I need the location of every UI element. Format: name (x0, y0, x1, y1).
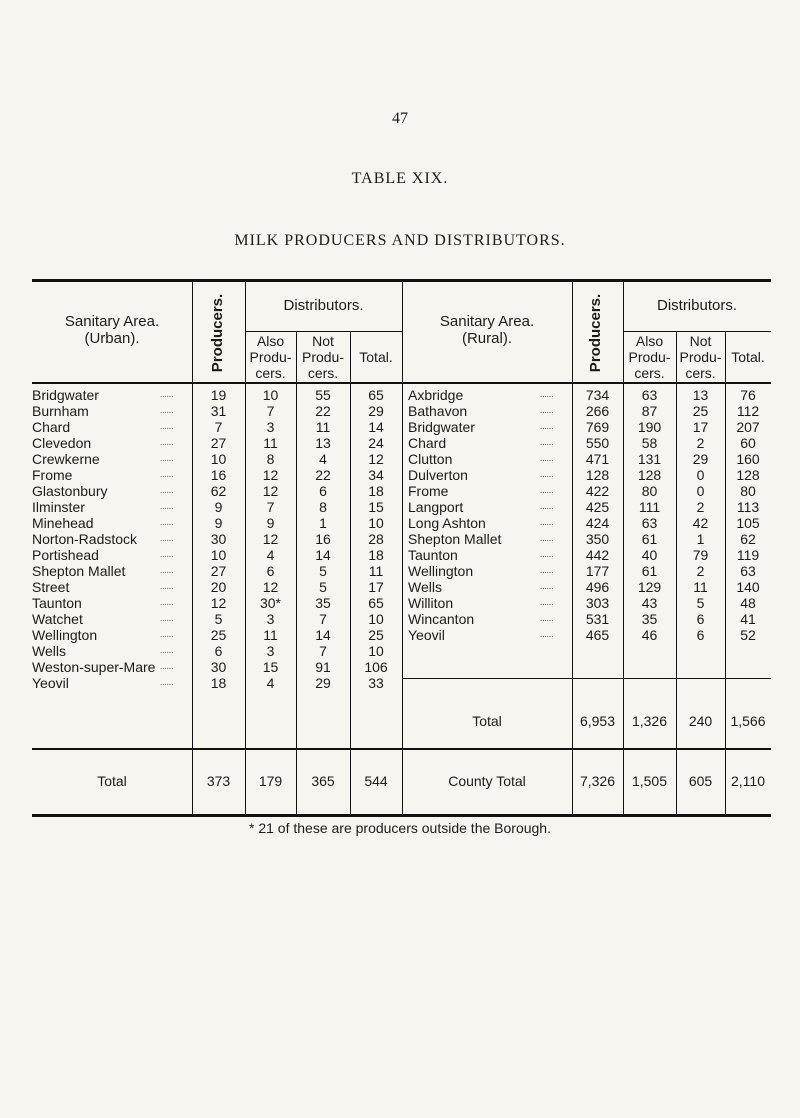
urban-area-header-line2: (Urban). (84, 330, 140, 347)
rural-row (32, 611, 771, 627)
rural-area-name: Clutton (408, 451, 453, 467)
rural-not-cell: 6 (696, 611, 705, 627)
rural-not-cell: 2 (696, 499, 705, 515)
sub-line: Produ- (249, 349, 292, 365)
urban-total-cell: 12 (368, 451, 384, 467)
urban-row (32, 675, 771, 691)
rural-producers-cell: 177 (585, 563, 610, 579)
leader-dots: ...... (160, 598, 174, 607)
sub-line: cers. (634, 365, 665, 381)
leader-dots: ...... (160, 438, 174, 447)
urban-area-name: Ilminster (32, 499, 85, 515)
urban-also-cell: 12 (262, 483, 279, 499)
sub-line: Produ- (301, 349, 345, 365)
leader-dots: ...... (160, 406, 174, 415)
leader-dots: ...... (540, 518, 554, 527)
rural-area-name: Bridgwater (408, 419, 475, 435)
urban-not-cell: 4 (319, 451, 327, 467)
urban-area-name: Glastonbury (32, 483, 108, 499)
urban-not-cell: 29 (315, 675, 331, 691)
also-producers-header-rural (623, 333, 676, 381)
urban-also-cell: 3 (266, 611, 275, 627)
sub-line: Produ- (679, 349, 722, 365)
urban-not-cell: 55 (315, 387, 331, 403)
urban-also-cell: 12 (262, 531, 279, 547)
urban-not-cell: 13 (315, 435, 331, 451)
leader-dots: ...... (540, 470, 554, 479)
urban-total-cell: 14 (368, 419, 384, 435)
urban-total-cell: 15 (368, 499, 384, 515)
urban-producers-cell: 6 (214, 643, 223, 659)
rural-also-cell: 35 (641, 611, 658, 627)
urban-total-label: Total (97, 773, 127, 789)
urban-also-cell: 4 (266, 547, 275, 563)
leader-dots: ...... (160, 550, 174, 559)
urban-not-cell: 16 (315, 531, 331, 547)
rural-total-total: 1,566 (730, 713, 766, 729)
urban-total-cell: 24 (368, 435, 384, 451)
rural-area-name: Taunton (408, 547, 458, 563)
rural-row (32, 483, 771, 499)
rural-area-name: Dulverton (408, 467, 468, 483)
leader-dots: ...... (540, 390, 554, 399)
rural-total-cell: 41 (740, 611, 756, 627)
rural-not-cell: 17 (692, 419, 709, 435)
urban-total-cell: 33 (368, 675, 384, 691)
rural-total-cell: 112 (736, 403, 760, 419)
urban-total-cell: 25 (368, 627, 384, 643)
milk-table (32, 279, 771, 818)
rural-producers-cell: 471 (585, 451, 610, 467)
rural-total-cell: 160 (736, 451, 760, 467)
leader-dots: ...... (540, 438, 554, 447)
urban-not-cell: 6 (319, 483, 327, 499)
urban-producers-cell: 30 (210, 659, 227, 675)
rural-not-cell: 2 (696, 563, 705, 579)
urban-total-cell: 17 (368, 579, 384, 595)
rural-also-cell: 46 (641, 627, 658, 643)
rural-producers-cell: 769 (585, 419, 610, 435)
county-total-also: 1,505 (631, 773, 668, 789)
rural-producers-cell: 734 (585, 387, 610, 403)
urban-total-cell: 106 (364, 659, 388, 675)
leader-dots: ...... (540, 630, 554, 639)
rural-area-header-line2: (Rural). (461, 330, 512, 347)
urban-total-also: 179 (258, 773, 283, 789)
urban-also-cell: 30* (259, 595, 282, 611)
rural-total-cell: 63 (740, 563, 756, 579)
urban-also-cell: 4 (266, 675, 275, 691)
urban-producers-cell: 25 (210, 627, 227, 643)
urban-producers-cell: 9 (214, 515, 223, 531)
rural-row (32, 531, 771, 547)
producers-header-rural: Producers. (587, 293, 604, 373)
rural-also-cell: 129 (637, 579, 662, 595)
urban-area-name: Shepton Mallet (32, 563, 126, 579)
leader-dots: ...... (160, 422, 174, 431)
rural-also-cell: 131 (637, 451, 662, 467)
rural-total-cell: 62 (740, 531, 756, 547)
urban-producers-cell: 31 (210, 403, 227, 419)
rural-total-cell: 113 (736, 499, 760, 515)
urban-also-cell: 7 (266, 403, 275, 419)
sub-line: Also (635, 333, 664, 349)
urban-total-cell: 65 (368, 595, 384, 611)
urban-also-cell: 9 (266, 515, 275, 531)
footnote: * 21 of these are producers outside the Borough. (249, 820, 551, 836)
rural-row (32, 451, 771, 467)
urban-not-cell: 91 (315, 659, 331, 675)
leader-dots: ...... (160, 678, 174, 687)
rural-row (32, 595, 771, 611)
rural-total-row (32, 713, 771, 729)
urban-also-cell: 7 (266, 499, 275, 515)
urban-not-cell: 7 (319, 643, 327, 659)
urban-total-cell: 10 (368, 611, 384, 627)
leader-dots: ...... (160, 502, 174, 511)
urban-area-name: Burnham (32, 403, 89, 419)
rural-row (32, 435, 771, 451)
urban-area-name: Wellington (32, 627, 98, 643)
rural-not-cell: 79 (692, 547, 709, 563)
rural-row (32, 515, 771, 531)
producers-header-urban: Producers. (209, 293, 226, 373)
rural-total-producers: 6,953 (579, 713, 616, 729)
urban-producers-cell: 16 (210, 467, 227, 483)
rural-row (32, 467, 771, 483)
urban-total-cell: 18 (368, 547, 384, 563)
rural-row (32, 547, 771, 563)
urban-producers-cell: 12 (210, 595, 227, 611)
rural-also-cell: 128 (637, 467, 662, 483)
urban-area-header (32, 313, 192, 347)
leader-dots: ...... (160, 630, 174, 639)
urban-also-cell: 10 (262, 387, 279, 403)
urban-also-cell: 8 (266, 451, 275, 467)
page-number: 47 (392, 110, 408, 127)
urban-area-name: Frome (32, 467, 73, 483)
rural-also-cell: 61 (641, 531, 658, 547)
leader-dots: ...... (540, 502, 554, 511)
rural-total-cell: 76 (740, 387, 756, 403)
rural-area-name: Williton (408, 595, 454, 611)
sub-line: cers. (685, 365, 716, 381)
urban-total-cell: 10 (368, 515, 384, 531)
urban-area-name: Wells (32, 643, 66, 659)
urban-not-cell: 14 (315, 627, 331, 643)
leader-dots: ...... (160, 454, 174, 463)
rural-producers-cell: 425 (585, 499, 610, 515)
sub-line: cers. (307, 365, 339, 381)
urban-row (32, 659, 771, 675)
urban-also-cell: 12 (262, 467, 279, 483)
urban-producers-cell: 62 (210, 483, 227, 499)
rural-total-cell: 119 (736, 547, 760, 563)
urban-row (32, 643, 771, 659)
rural-not-cell: 25 (692, 403, 709, 419)
urban-also-cell: 15 (262, 659, 279, 675)
urban-area-name: Crewkerne (32, 451, 100, 467)
urban-not-cell: 1 (319, 515, 327, 531)
urban-not-cell: 35 (315, 595, 331, 611)
rural-row (32, 403, 771, 419)
rural-total-not: 240 (688, 713, 713, 729)
urban-producers-cell: 30 (210, 531, 227, 547)
rural-not-cell: 42 (692, 515, 709, 531)
urban-not-cell: 7 (319, 611, 327, 627)
urban-producers-cell: 27 (210, 435, 227, 451)
urban-total-cell: 28 (368, 531, 384, 547)
rural-producers-cell: 465 (585, 627, 610, 643)
urban-also-cell: 11 (263, 435, 278, 451)
urban-producers-cell: 5 (214, 611, 223, 627)
leader-dots: ...... (540, 422, 554, 431)
table-subtitle: MILK PRODUCERS AND DISTRIBUTORS. (234, 232, 566, 249)
rural-area-name: Yeovil (408, 627, 445, 643)
also-producers-header-urban (245, 333, 296, 381)
leader-dots: ...... (160, 582, 174, 591)
rural-area-name: Long Ashton (408, 515, 486, 531)
rural-total-cell: 48 (740, 595, 756, 611)
leader-dots: ...... (160, 534, 174, 543)
urban-producers-cell: 27 (210, 563, 227, 579)
urban-producers-cell: 10 (210, 547, 227, 563)
leader-dots: ...... (160, 470, 174, 479)
leader-dots: ...... (160, 390, 174, 399)
rural-not-cell: 6 (696, 627, 705, 643)
rural-producers-cell: 550 (585, 435, 610, 451)
rural-total-cell: 128 (736, 467, 760, 483)
rural-not-cell: 1 (696, 531, 705, 547)
leader-dots: ...... (540, 598, 554, 607)
rural-also-cell: 87 (641, 403, 658, 419)
leader-dots: ...... (540, 582, 554, 591)
leader-dots: ...... (160, 662, 174, 671)
urban-area-header-line1: Sanitary Area. (64, 313, 160, 330)
rural-not-cell: 5 (696, 595, 705, 611)
rural-total-cell: 52 (740, 627, 756, 643)
urban-not-cell: 22 (315, 467, 331, 483)
rural-total-also: 1,326 (631, 713, 668, 729)
urban-area-name: Chard (32, 419, 71, 435)
rural-row (32, 627, 771, 643)
urban-area-name: Taunton (32, 595, 82, 611)
urban-total-total: 544 (364, 773, 388, 789)
urban-producers-cell: 20 (210, 579, 227, 595)
urban-also-cell: 3 (266, 419, 275, 435)
sub-line: Also (256, 333, 285, 349)
rural-also-cell: 111 (638, 499, 661, 515)
county-total-not: 605 (688, 773, 713, 789)
total-header-urban: Total. (359, 349, 393, 365)
rural-row (32, 499, 771, 515)
urban-producers-cell: 19 (210, 387, 227, 403)
rural-producers-cell: 442 (585, 547, 610, 563)
urban-total-not: 365 (311, 773, 335, 789)
urban-total-producers: 373 (206, 773, 231, 789)
leader-dots: ...... (540, 486, 554, 495)
rural-total-label: Total (472, 713, 502, 729)
not-producers-header-rural (676, 333, 725, 381)
rural-total-cell: 105 (736, 515, 760, 531)
rural-row (32, 387, 771, 403)
urban-also-cell: 3 (266, 643, 275, 659)
urban-not-cell: 14 (315, 547, 331, 563)
sub-line: Not (689, 333, 712, 349)
rural-also-cell: 61 (641, 563, 658, 579)
sub-line: Not (312, 333, 334, 349)
urban-total-cell: 65 (368, 387, 384, 403)
rural-producers-cell: 424 (585, 515, 610, 531)
urban-not-cell: 5 (319, 579, 327, 595)
leader-dots: ...... (160, 566, 174, 575)
not-producers-header-urban (296, 333, 350, 381)
rural-area-name: Axbridge (408, 387, 464, 403)
urban-total-cell: 10 (368, 643, 384, 659)
sub-line: Produ- (628, 349, 671, 365)
rural-total-cell: 80 (740, 483, 756, 499)
rural-not-cell: 13 (692, 387, 709, 403)
totals-row (32, 773, 771, 789)
rural-not-cell: 29 (692, 451, 709, 467)
rural-also-cell: 80 (641, 483, 658, 499)
urban-producers-cell: 18 (210, 675, 227, 691)
urban-not-cell: 22 (315, 403, 331, 419)
leader-dots: ...... (540, 566, 554, 575)
rural-producers-cell: 496 (585, 579, 610, 595)
distributors-header-rural: Distributors. (656, 297, 738, 314)
urban-also-cell: 12 (262, 579, 279, 595)
rural-producers-cell: 531 (585, 611, 610, 627)
urban-producers-cell: 10 (210, 451, 227, 467)
rural-also-cell: 58 (641, 435, 658, 451)
rural-area-name: Wincanton (408, 611, 475, 627)
leader-dots: ...... (540, 534, 554, 543)
urban-area-name: Norton-Radstock (32, 531, 138, 547)
rural-not-cell: 11 (693, 579, 708, 595)
distributors-header-urban: Distributors. (283, 297, 364, 314)
total-header-rural: Total. (731, 349, 765, 365)
urban-total-cell: 11 (368, 563, 384, 579)
county-total-total: 2,110 (731, 773, 765, 789)
rural-producers-cell: 303 (585, 595, 610, 611)
rural-row (32, 563, 771, 579)
urban-area-name: Portishead (32, 547, 99, 563)
urban-producers-cell: 9 (214, 499, 223, 515)
rural-producers-cell: 266 (585, 403, 610, 419)
subheader-rule-left (245, 331, 402, 332)
rural-total-cell: 60 (740, 435, 756, 451)
rural-area-name: Langport (408, 499, 464, 515)
rural-not-cell: 0 (696, 467, 705, 483)
rural-area-header (402, 313, 572, 347)
subheader-rule-right (623, 331, 771, 332)
rural-also-cell: 63 (641, 515, 658, 531)
county-total-producers: 7,326 (579, 773, 616, 789)
leader-dots: ...... (160, 646, 174, 655)
sub-line: cers. (255, 365, 286, 381)
leader-dots: ...... (540, 454, 554, 463)
leader-dots: ...... (160, 614, 174, 623)
rural-also-cell: 190 (637, 419, 662, 435)
rural-also-cell: 40 (641, 547, 658, 563)
rural-total-cell: 140 (736, 579, 760, 595)
urban-area-name: Minehead (32, 515, 94, 531)
leader-dots: ...... (540, 614, 554, 623)
leader-dots: ...... (540, 406, 554, 415)
rural-area-name: Shepton Mallet (408, 531, 502, 547)
table-title: TABLE XIX. (351, 170, 449, 187)
rural-area-name: Frome (408, 483, 449, 499)
urban-not-cell: 11 (315, 419, 331, 435)
rural-total-cell: 207 (736, 419, 760, 435)
urban-area-name: Clevedon (32, 435, 92, 451)
urban-total-cell: 29 (368, 403, 384, 419)
urban-not-cell: 8 (319, 499, 327, 515)
urban-total-cell: 18 (368, 483, 384, 499)
urban-area-name: Street (32, 579, 70, 595)
leader-dots: ...... (540, 550, 554, 559)
rural-producers-cell: 350 (585, 531, 610, 547)
urban-area-name: Yeovil (32, 675, 69, 691)
urban-also-cell: 11 (263, 627, 278, 643)
urban-area-name: Weston-super-Mare (32, 659, 156, 675)
urban-producers-cell: 7 (214, 419, 223, 435)
rural-area-name: Bathavon (408, 403, 468, 419)
rural-also-cell: 63 (641, 387, 658, 403)
urban-area-name: Watchet (32, 611, 83, 627)
rural-area-name: Wellington (408, 563, 474, 579)
county-total-label: County Total (448, 773, 526, 789)
rural-area-name: Chard (408, 435, 447, 451)
leader-dots: ...... (160, 518, 174, 527)
rural-not-cell: 0 (696, 483, 705, 499)
leader-dots: ...... (160, 486, 174, 495)
rural-producers-cell: 422 (585, 483, 610, 499)
rural-area-name: Wells (408, 579, 442, 595)
urban-also-cell: 6 (266, 563, 275, 579)
rural-producers-cell: 128 (585, 467, 610, 483)
urban-total-cell: 34 (368, 467, 384, 483)
rural-row (32, 419, 771, 435)
rural-also-cell: 43 (641, 595, 658, 611)
urban-area-name: Bridgwater (32, 387, 99, 403)
rural-not-cell: 2 (696, 435, 705, 451)
rural-row (32, 579, 771, 595)
urban-not-cell: 5 (319, 563, 327, 579)
rural-area-header-line1: Sanitary Area. (439, 313, 535, 330)
